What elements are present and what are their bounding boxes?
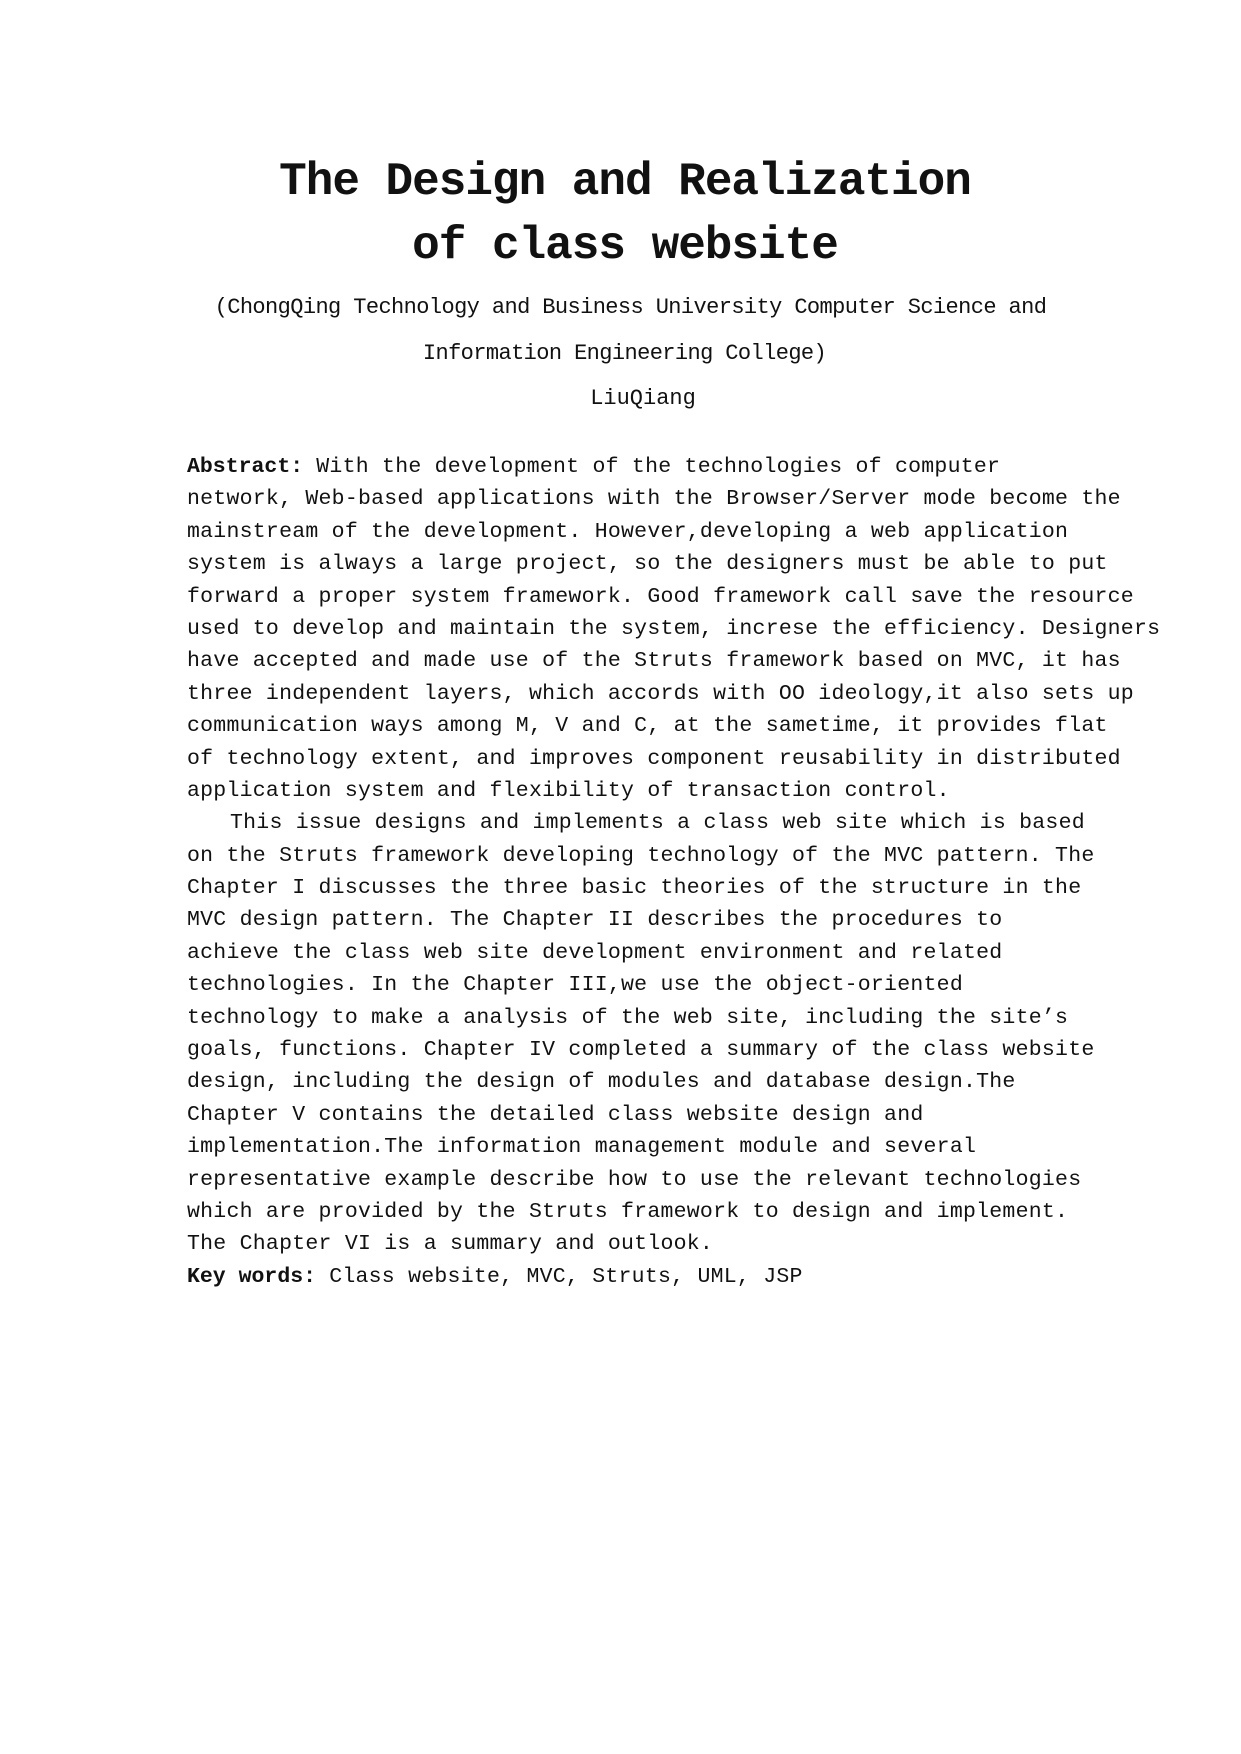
affiliation-line-2: Information Engineering College)	[422, 341, 827, 366]
abstract-line: have accepted and made use of the Struts framework based on MVC, it has	[187, 649, 1121, 674]
abstract-para2-line: Chapter I discusses the three basic theories of the structure in the	[187, 876, 1082, 901]
abstract-line: mainstream of the development. However,developing a web application	[187, 519, 1069, 544]
abstract-line: network, Web-based applications with the Browser/Server mode become the	[187, 487, 1121, 512]
abstract-line: three independent layers, which accords with OO ideology,it also sets up	[187, 681, 1134, 706]
abstract-para2-line: implementation.The information management module and several	[187, 1135, 977, 1160]
abstract-line: With the development of the technologies of computer	[316, 455, 1001, 479]
abstract-line: system is always a large project, so the designers must be able to put	[187, 552, 1108, 577]
abstract-line: application system and flexibility of transaction control.	[187, 778, 950, 803]
abstract-line: forward a proper system framework. Good framework call save the resource	[187, 584, 1134, 609]
abstract-line: communication ways among M, V and C, at the sametime, it provides flat	[187, 714, 1108, 739]
abstract-para2-line: design, including the design of modules and database design.The	[187, 1070, 1016, 1095]
abstract-para2-line: achieve the class web site development environment and related	[187, 940, 1003, 965]
abstract-para2-line: on the Struts framework developing technology of the MVC pattern. The	[187, 843, 1095, 868]
abstract-para2-line: representative example describe how to use the relevant technologies	[187, 1167, 1082, 1192]
abstract-para2-line: technologies. In the Chapter III,we use the object-oriented	[187, 973, 963, 998]
keywords-line	[187, 1261, 1127, 1293]
author-name: LiuQiang	[590, 386, 696, 411]
abstract-para2-line: technology to make a analysis of the web site, including the site’s	[187, 1005, 1069, 1030]
abstract-para2-line: which are provided by the Struts framework to design and implement.	[187, 1199, 1069, 1224]
keywords-label: Key words:	[187, 1264, 317, 1289]
paper-title-line-2: of class website	[412, 220, 838, 272]
abstract-para2-line: This issue designs and implements a class web site which is based	[230, 811, 1085, 836]
abstract-label: Abstract:	[187, 455, 304, 479]
abstract-line: used to develop and maintain the system, increse the efficiency. Designers	[187, 616, 1161, 641]
keywords-text: Class website, MVC, Struts, UML, JSP	[329, 1264, 803, 1289]
paper-title-line-1: The Design and Realization	[279, 156, 971, 208]
abstract-para2-line: The Chapter VI is a summary and outlook.	[187, 1232, 714, 1257]
abstract-para2-line: Chapter V contains the detailed class website design and	[187, 1102, 924, 1127]
abstract-line: of technology extent, and improves component reusability in distributed	[187, 746, 1121, 771]
abstract-section	[187, 451, 1161, 1293]
abstract-para2-line: goals, functions. Chapter IV completed a summary of the class website	[187, 1038, 1095, 1063]
abstract-para2-line: MVC design pattern. The Chapter II describes the procedures to	[187, 908, 1003, 933]
abstract-first-line	[187, 451, 1127, 483]
affiliation-line-1: (ChongQing Technology and Business University Computer Science and	[214, 295, 1047, 320]
